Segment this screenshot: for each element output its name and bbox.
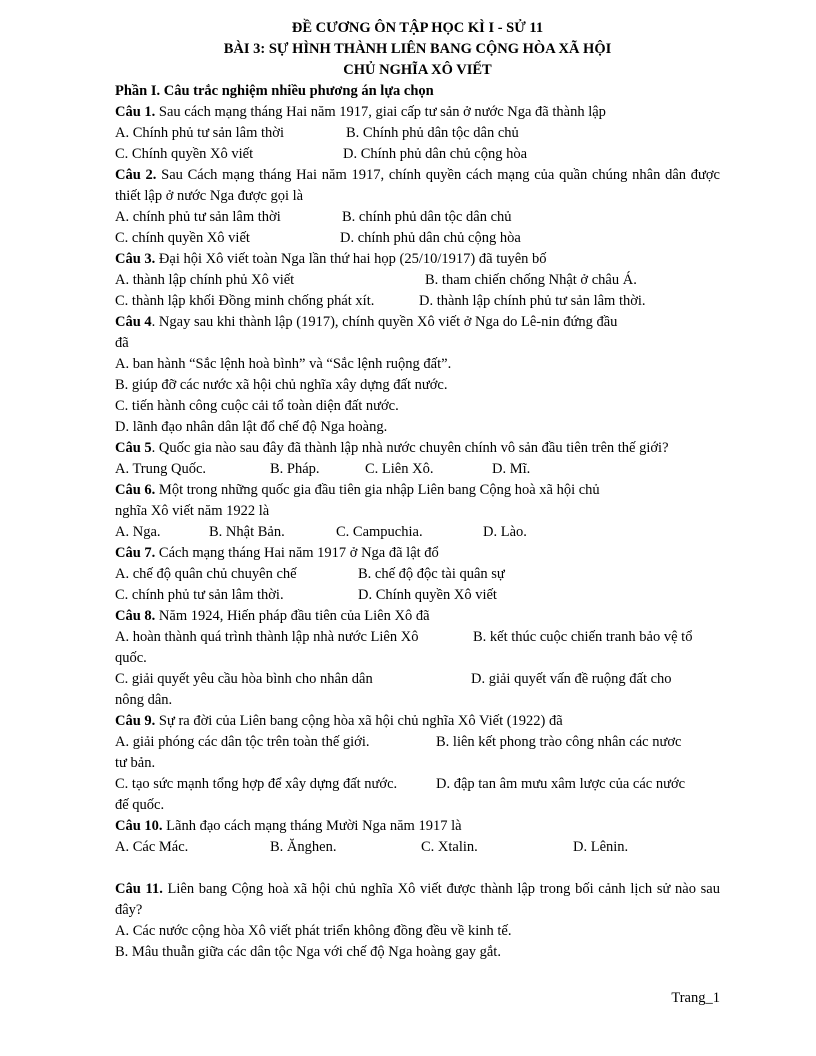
option-d: D. Chính phủ dân chủ cộng hòa [343,146,528,162]
option-b: B. Nhật Bản. [209,524,285,540]
option-d: D. Lênin. [573,839,629,855]
question-3 [115,249,720,270]
section-title: Phần I. Câu trắc nghiệm nhiều phương án lựa chọn [115,83,434,99]
lesson-subtitle: CHỦ NGHĨA XÔ VIẾT [343,62,492,78]
option-row [115,522,720,543]
question-label: Câu 4 [115,314,152,330]
question-7 [115,543,720,564]
question-5 [115,438,720,459]
question-2 [115,165,720,207]
option-row [115,123,720,144]
option-d: D. lãnh đạo nhân dân lật đổ chế độ Nga hoàng. [115,419,388,435]
option-d: D. chính phủ dân chủ cộng hòa [340,230,521,246]
option-d: D. Mĩ. [492,461,531,477]
option-row [115,837,720,858]
question-label: Câu 2. [115,167,157,183]
question-label: Câu 1. [115,104,156,120]
question-label: Câu 6. [115,482,156,498]
question-4 [115,312,720,333]
question-6 [115,480,720,501]
option-a: A. chính phủ tư sản lâm thời [115,209,281,225]
question-text: Cách mạng tháng Hai năm 1917 ở Nga đã lật đổ [155,545,439,561]
doc-title: ĐỀ CƯƠNG ÔN TẬP HỌC KÌ I - SỬ 11 [291,20,544,36]
option-row [115,774,720,795]
document-page [115,18,720,963]
option-c: C. Liên Xô. [365,461,434,477]
option-d-cont: nông dân. [115,692,173,708]
option-b: B. chính phủ dân tộc dân chủ [342,209,512,225]
question-text: . Quốc gia nào sau đây đã thành lập nhà nước chuyên chính vô sản đầu tiên trên thế giới? [151,440,669,456]
option-b: B. chế độ độc tài quân sự [358,566,505,582]
option-row [115,564,720,585]
question-9 [115,711,720,732]
question-text: . Ngay sau khi thành lập (1917), chính quyền Xô viết ở Nga do Lê-nin đứng đầu [151,314,618,330]
page-number: Trang_1 [671,990,720,1006]
question-text-cont: nghĩa Xô viết năm 1922 là [115,503,270,519]
option-b: B. tham chiến chống Nhật ở châu Á. [425,272,637,288]
option-row [115,228,720,249]
option-b: B. liên kết phong trào công nhân các nươc [436,734,682,750]
option-row [115,627,720,648]
option-b: B. Mâu thuẫn giữa các dân tộc Nga với chế độ Nga hoàng gay gắt. [115,944,501,960]
option-b: B. Chính phủ dân tộc dân chủ [346,125,519,141]
question-label: Câu 3. [115,251,156,267]
option-a: A. chế độ quân chủ chuyên chế [115,566,297,582]
question-text: Lãnh đạo cách mạng tháng Mười Nga năm 1917 là [162,818,462,834]
option-b-cont: quốc. [115,650,147,666]
option-d: D. đập tan âm mưu xâm lược của các nước [436,776,686,792]
option-row [115,459,720,480]
option-c: C. tiến hành công cuộc cải tổ toàn diện đất nước. [115,398,399,414]
option-b: B. kết thúc cuộc chiến tranh bảo vệ tổ [473,629,693,645]
option-a: A. hoàn thành quá trình thành lập nhà nước Liên Xô [115,629,419,645]
option-b: B. Ănghen. [270,839,337,855]
question-11 [115,879,720,921]
option-a: A. Các Mác. [115,839,189,855]
option-c: C. giải quyết yêu cầu hòa bình cho nhân dân [115,671,373,687]
question-text: Sau Cách mạng tháng Hai năm 1917, chính quyền cách mạng của quần chúng nhân dân được thiết lập ở nước Nga được gọi là [115,167,720,204]
question-label: Câu 7. [115,545,156,561]
question-text-cont: đã [115,335,129,351]
spacer [115,858,720,879]
option-d: D. Chính quyền Xô viết [358,587,497,603]
option-row [115,291,720,312]
question-text: Sau cách mạng tháng Hai năm 1917, giai cấp tư sản ở nước Nga đã thành lập [155,104,606,120]
option-row [115,270,720,291]
option-c: C. Xtalin. [421,839,478,855]
question-text: Một trong những quốc gia đầu tiên gia nhập Liên bang Cộng hoà xã hội chủ [155,482,600,498]
option-c: C. Campuchia. [336,524,423,540]
question-label: Câu 11. [115,881,163,897]
question-8 [115,606,720,627]
option-d: D. Lào. [483,524,527,540]
option-row [115,585,720,606]
question-label: Câu 8. [115,608,156,624]
option-a: A. giải phóng các dân tộc trên toàn thế giới. [115,734,370,750]
question-1 [115,102,720,123]
option-c: C. Chính quyền Xô viết [115,146,254,162]
question-text: Năm 1924, Hiến pháp đầu tiên của Liên Xô đã [155,608,430,624]
option-a: A. ban hành “Sắc lệnh hoà bình” và “Sắc lệnh ruộng đất”. [115,356,452,372]
option-d: D. giải quyết vấn đề ruộng đất cho [471,671,672,687]
option-b-cont: tư bản. [115,755,156,771]
option-c: C. thành lập khối Đồng minh chống phát xít. [115,293,375,309]
question-label: Câu 9. [115,713,156,729]
question-10 [115,816,720,837]
option-row [115,669,720,690]
option-b: B. Pháp. [270,461,320,477]
option-c: C. chính phủ tư sản lâm thời. [115,587,284,603]
lesson-title: BÀI 3: SỰ HÌNH THÀNH LIÊN BANG CỘNG HÒA XÃ HỘI [223,41,612,57]
question-text: Sự ra đời của Liên bang cộng hòa xã hội chủ nghĩa Xô Viết (1922) đã [155,713,563,729]
option-c: C. chính quyền Xô viết [115,230,250,246]
option-a: A. Nga. [115,524,161,540]
option-a: A. Các nước cộng hòa Xô viết phát triển không đồng đều về kinh tế. [115,923,512,939]
option-row [115,144,720,165]
question-text: Đại hội Xô viết toàn Nga lần thứ hai họp (25/10/1917) đã tuyên bố [155,251,547,267]
option-d-cont: đế quốc. [115,797,165,813]
option-row [115,732,720,753]
option-row [115,207,720,228]
question-label: Câu 5 [115,440,152,456]
option-a: A. Chính phủ tư sản lâm thời [115,125,284,141]
option-b: B. giúp đỡ các nước xã hội chủ nghĩa xây dựng đất nước. [115,377,448,393]
option-a: A. thành lập chính phủ Xô viết [115,272,295,288]
option-a: A. Trung Quốc. [115,461,207,477]
option-c: C. tạo sức mạnh tổng hợp để xây dựng đất nước. [115,776,398,792]
question-label: Câu 10. [115,818,163,834]
option-d: D. thành lập chính phủ tư sản lâm thời. [419,293,646,309]
question-text: Liên bang Cộng hoà xã hội chủ nghĩa Xô viết được thành lập trong bối cảnh lịch sử nào sau đây? [115,881,720,918]
